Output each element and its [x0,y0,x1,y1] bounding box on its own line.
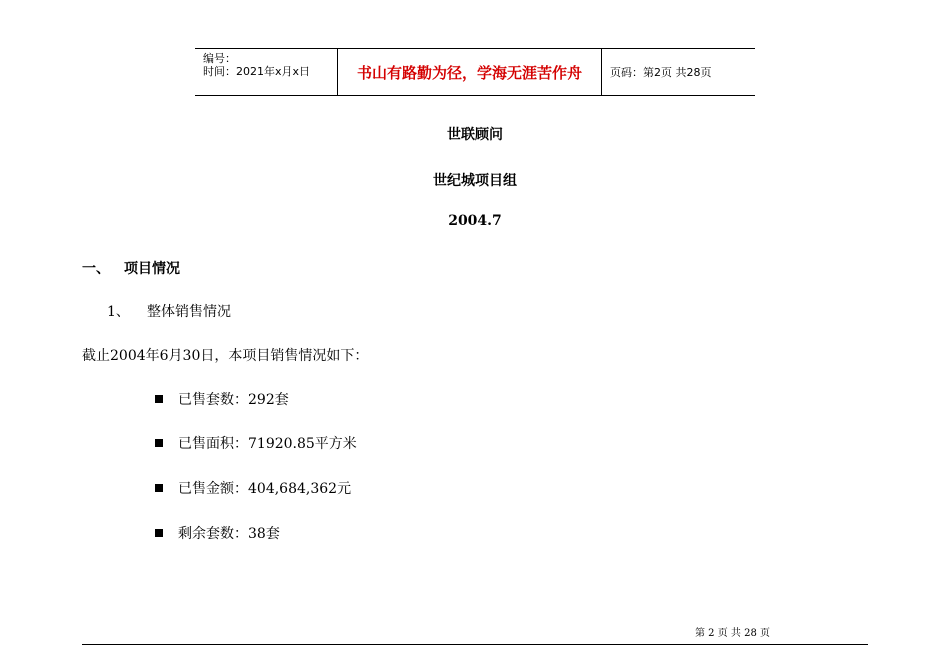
square-bullet-icon [155,484,163,492]
list-item [155,523,280,543]
header-page-info: 页码：第2页 共28页 [610,66,712,79]
list-item-text: 剩余套数：38套 [178,526,280,542]
section-heading [82,258,180,278]
square-bullet-icon [155,529,163,537]
company-title: 世联顾问 [447,127,503,143]
list-item-text: 已售面积：71920.85平方米 [178,436,357,452]
subsection-number: 1、 [107,304,130,320]
report-date: 2004.7 [448,213,502,229]
subsection-heading [107,301,231,321]
list-item-text: 已售套数：292套 [178,392,289,408]
list-item-text: 已售金额：404,684,362元 [178,481,352,497]
header-number-label: 编号： [203,52,236,65]
footer-page-number: 第 2 页 共 28 页 [695,628,770,639]
header-motto: 书山有路勤为径，学海无涯苦作舟 [338,49,602,95]
square-bullet-icon [155,439,163,447]
subsection-title: 整体销售情况 [147,304,231,320]
header-date-label: 时间：2021年x月x日 [203,65,311,78]
section-title: 项目情况 [124,261,180,277]
intro-paragraph: 截止2004年6月30日，本项目销售情况如下： [82,348,369,364]
list-item [155,433,357,453]
square-bullet-icon [155,395,163,403]
page-header [195,48,755,96]
section-number: 一、 [82,261,110,277]
group-title: 世纪城项目组 [433,173,517,189]
footer-divider [82,644,868,645]
header-meta-cell [195,49,338,95]
list-item [155,478,351,498]
list-item [155,389,289,409]
